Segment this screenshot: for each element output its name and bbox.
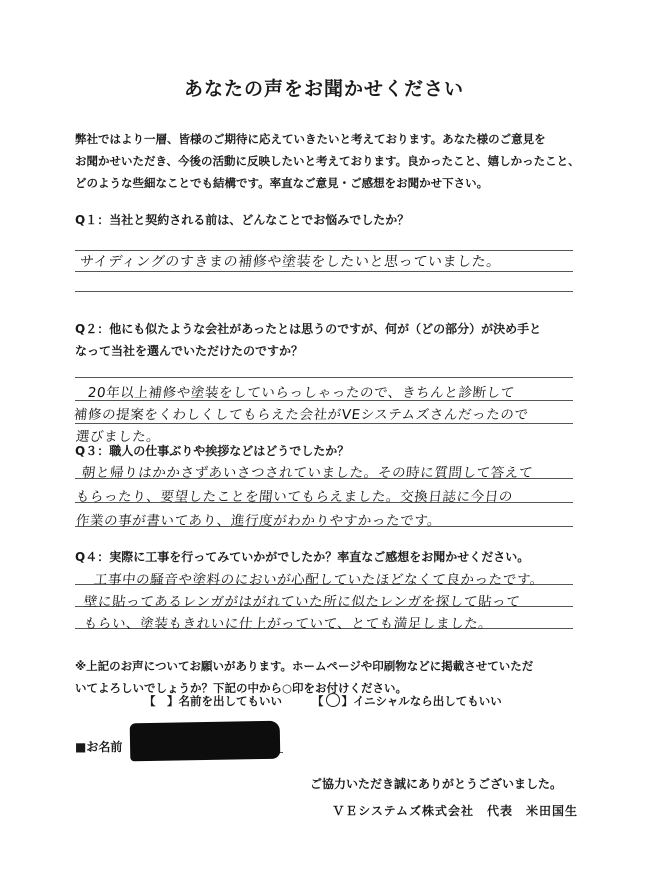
circle-mark	[326, 693, 340, 707]
choice-initials[interactable]	[312, 693, 502, 709]
note-line: ※上記のお声についてお願いがあります。ホームページや印刷物などに掲載させていただ	[75, 659, 534, 673]
choice-initials-label: 】イニシャルなら出してもいい	[341, 694, 502, 708]
name-label: ■お名前	[75, 740, 123, 754]
intro-line: どのような些細なことでも結構です。率直なご意見・ご感想をお聞かせ下さい。	[75, 176, 489, 190]
page-title: あなたの声をお聞かせください	[183, 78, 464, 100]
intro-text	[75, 128, 595, 194]
question-4: Q４：実際に工事を行ってみていかがでしたか？率直なご感想をお聞かせください。	[75, 550, 530, 564]
answer-3-line: もらったり、要望したことを聞いてもらえました。交換日誌に今日の	[74, 489, 514, 505]
question-2-line-2: なって当社を選んでいただけたのですか？	[75, 344, 304, 358]
question-1: Q１：当社と契約される前は、どんなことでお悩みでしたか？	[75, 213, 410, 227]
company-signature: ＶＥシステムズ株式会社 代表 米田国生	[332, 804, 578, 818]
intro-line: 弊社ではより一層、皆様のご期待に応えていきたいと考えております。あなた様のご意見を	[75, 132, 546, 146]
answer-3-line: 朝と帰りはかかさずあいさつされていました。その時に質問して答えて	[80, 465, 534, 481]
answer-2-line: 選びました。	[74, 429, 162, 445]
answer-4-line: もらい、塗装もきれいに仕上がっていて、とても満足しました。	[82, 616, 494, 632]
intro-line: お聞かせいただき、今後の活動に反映したいと考えております。良かったこと、嬉しかったこと、	[75, 154, 580, 168]
question-2-line-1: Q２：他にも似たような会社があったとは思うのですが、何が（どの部分）が決め手と	[75, 322, 542, 336]
answer-line	[75, 423, 573, 424]
choice-full-name[interactable]: 【 】名前を出してもいい	[144, 694, 282, 708]
answer-line	[75, 271, 573, 272]
answer-1-line: サイディングのすきまの補修や塗装をしたいと思っていました。	[79, 254, 502, 270]
answer-2-line: 20年以上補修や塗装をしていらっしゃったので、きちんと診断して	[86, 385, 516, 401]
bracket-open: 【	[312, 694, 324, 708]
thanks-text: ご協力いただき誠にありがとうございました。	[309, 777, 562, 791]
answer-4-line: 工事中の騒音や塗料のにおいが心配していたほどなくて良かったです。	[92, 572, 545, 588]
answer-3-line: 作業の事が書いてあり、進行度がわかりやすかったです。	[74, 513, 443, 529]
answer-line	[75, 377, 573, 378]
note-line: いてよろしいでしょうか？下記の中から○印をお付けください。	[75, 681, 408, 695]
answer-line	[75, 291, 573, 292]
question-3: Q３：職人の仕事ぶりや挨拶などはどうでしたか？	[75, 444, 350, 458]
answer-4-line: 壁に貼ってあるレンガがはがれていた所に似たレンガを探して貼って	[82, 594, 522, 610]
answer-2-line: 補修の提案をくわしくしてもらえた会社がVEシステムズさんだったので	[72, 407, 530, 423]
redacted-name	[130, 721, 281, 762]
